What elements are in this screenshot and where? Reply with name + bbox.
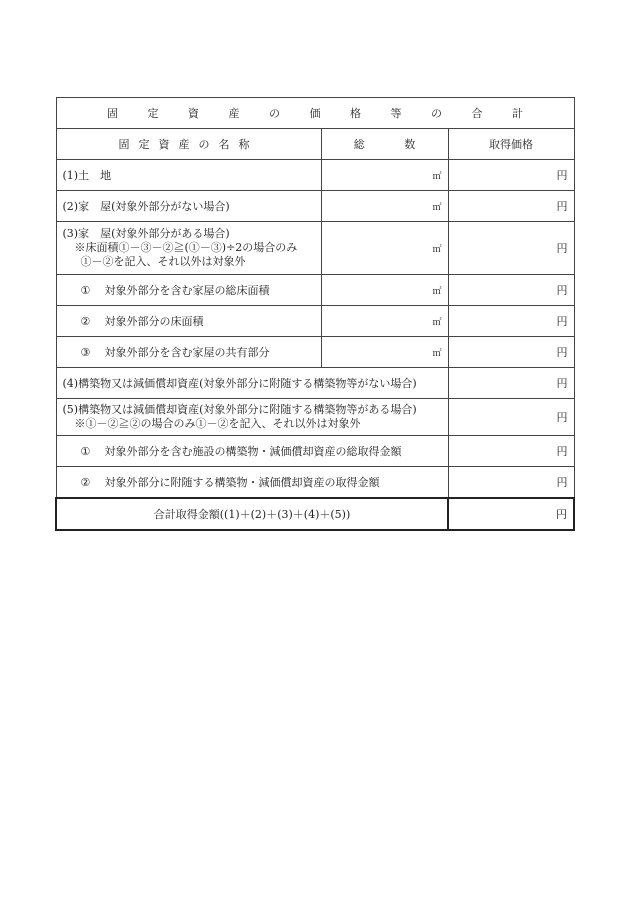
unit-yen: 円	[556, 242, 568, 255]
struct-none-price-field[interactable]	[448, 368, 574, 399]
circle-1: ①	[80, 445, 91, 458]
unit-yen: 円	[556, 377, 568, 390]
house-none-area-field[interactable]	[321, 191, 448, 222]
row-structure-with-excluded	[56, 399, 574, 436]
unit-sqm: ㎡	[432, 286, 442, 297]
struct-sub2-text: 対象外部分に附随する構築物・減価償却資産の取得金額	[104, 476, 380, 489]
row-house-no-excluded	[56, 191, 574, 222]
label-total-acquisition: 合計取得金額((1)＋(2)＋(3)＋(4)＋(5))	[56, 498, 448, 530]
unit-yen: 円	[556, 169, 568, 182]
house-some-line3: ①－②を記入、それ以外は対象外	[80, 255, 246, 268]
label-house-no-excluded: (2)家 屋(対象外部分がない場合)	[56, 191, 321, 222]
row-structure-sub2	[56, 467, 574, 499]
land-price-field[interactable]	[448, 160, 574, 191]
circle-1: ①	[80, 284, 91, 297]
title-row	[56, 98, 574, 129]
unit-yen: 円	[556, 200, 568, 213]
house-sub3-area-field[interactable]	[321, 337, 448, 368]
row-structure-no-excluded	[56, 368, 574, 399]
unit-yen: 円	[556, 445, 568, 458]
struct-sub1-text: 対象外部分を含む施設の構築物・減価償却資産の総取得金額	[104, 445, 402, 458]
total-price-field[interactable]	[448, 498, 574, 530]
row-structure-sub1	[56, 436, 574, 467]
struct-sub2-price-field[interactable]	[448, 467, 574, 499]
unit-yen: 円	[556, 508, 567, 521]
unit-sqm: ㎡	[432, 171, 442, 182]
unit-yen: 円	[556, 284, 568, 297]
struct-some-line1: (5)構築物又は減価償却資産(対象外部分に附随する構築物等がある場合)	[62, 403, 417, 416]
struct-sub1-price-field[interactable]	[448, 436, 574, 467]
unit-yen: 円	[556, 411, 568, 424]
header-row	[56, 129, 574, 160]
label-house-shared-area	[56, 337, 321, 368]
unit-sqm: ㎡	[432, 317, 442, 328]
header-total-count: 総 数	[321, 129, 448, 160]
house-sub1-price-field[interactable]	[448, 275, 574, 306]
house-sub3-price-field[interactable]	[448, 337, 574, 368]
label-structure-with-excluded	[56, 399, 448, 436]
struct-some-price-field[interactable]	[448, 399, 574, 436]
unit-yen: 円	[556, 476, 568, 489]
house-sub1-text: 対象外部分を含む家屋の総床面積	[104, 284, 270, 297]
row-house-sub1	[56, 275, 574, 306]
unit-sqm: ㎡	[432, 244, 442, 255]
header-acquisition-price: 取得価格	[448, 129, 574, 160]
unit-yen: 円	[556, 315, 568, 328]
label-structure-attached-amount	[56, 467, 448, 499]
row-house-sub3	[56, 337, 574, 368]
circle-2: ②	[80, 315, 91, 328]
house-sub2-area-field[interactable]	[321, 306, 448, 337]
label-house-with-excluded	[56, 222, 321, 275]
house-sub1-area-field[interactable]	[321, 275, 448, 306]
label-land: (1)土 地	[56, 160, 321, 191]
house-some-line2: ※床面積①－③－②≧(①－③)÷2の場合のみ	[74, 241, 298, 254]
row-house-with-excluded	[56, 222, 574, 275]
house-none-price-field[interactable]	[448, 191, 574, 222]
label-structure-no-excluded: (4)構築物又は減価償却資産(対象外部分に附随する構築物等がない場合)	[56, 368, 448, 399]
row-land	[56, 160, 574, 191]
table-title: 固 定 資 産 の 価 格 等 の 合 計	[56, 98, 574, 129]
struct-some-line2: ※①－②≧②の場合のみ①－②を記入、それ以外は対象外	[74, 417, 361, 430]
fixed-asset-summary-table	[55, 97, 575, 531]
circle-2: ②	[80, 476, 91, 489]
land-area-field[interactable]	[321, 160, 448, 191]
label-structure-total-amount	[56, 436, 448, 467]
unit-sqm: ㎡	[432, 348, 442, 359]
unit-yen: 円	[556, 346, 568, 359]
house-some-area-field[interactable]	[321, 222, 448, 275]
house-sub3-text: 対象外部分を含む家屋の共有部分	[104, 346, 270, 359]
header-asset-name: 固定資産の名称	[56, 129, 321, 160]
label-house-total-floor-area	[56, 275, 321, 306]
house-some-line1: (3)家 屋(対象外部分がある場合)	[62, 227, 230, 240]
row-house-sub2	[56, 306, 574, 337]
house-some-price-field[interactable]	[448, 222, 574, 275]
circle-3: ③	[80, 346, 91, 359]
row-total	[56, 498, 574, 530]
house-sub2-price-field[interactable]	[448, 306, 574, 337]
house-sub2-text: 対象外部分の床面積	[104, 315, 204, 328]
label-excluded-floor-area	[56, 306, 321, 337]
unit-sqm: ㎡	[432, 202, 442, 213]
